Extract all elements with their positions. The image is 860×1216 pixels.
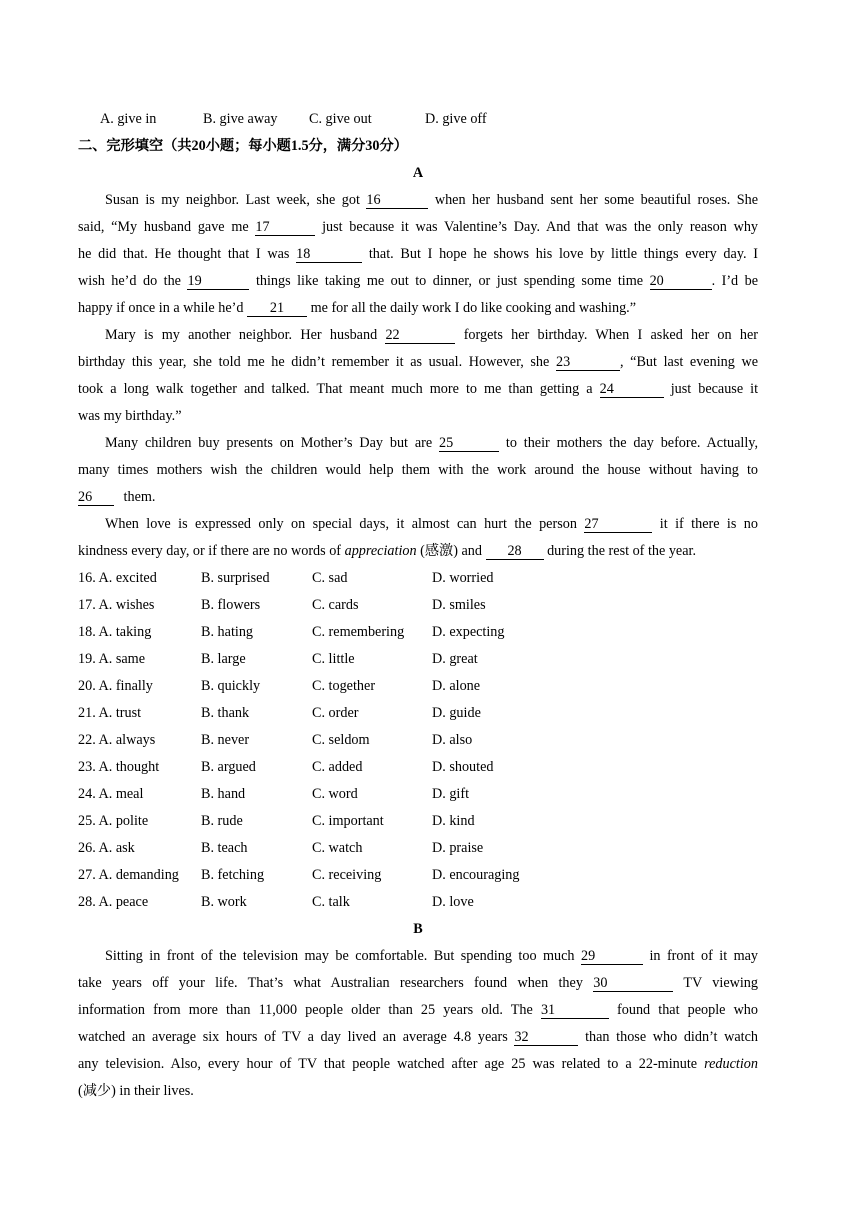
option-23-d: D. shouted: [432, 759, 494, 775]
option-25-c: C. important: [312, 813, 384, 829]
blank-21: 21: [247, 301, 307, 317]
option-28-b: B. work: [201, 894, 247, 910]
option-28-a: 28. A. peace: [78, 894, 149, 910]
passage-b-line2: take years off your life. That’s what Australian researchers found when they 30 TV viewing: [78, 975, 758, 991]
option-23-a: 23. A. thought: [78, 759, 160, 775]
passage-a-p4-line2: kindness every day, or if there are no words of appreciation (感激) and 28 during the rest of the year.: [78, 543, 696, 559]
passage-a-p1-line3: he did that. He thought that I was 18 that. But I hope he shows his love by little things every day. I: [78, 246, 758, 262]
option-20-c: C. together: [312, 678, 376, 694]
option-18-c: C. remembering: [312, 624, 405, 640]
option-20-a: 20. A. finally: [78, 678, 153, 694]
blank-19: 19: [187, 274, 249, 290]
passage-b-line1: Sitting in front of the television may be comfortable. But spending too much 29 in front of it may: [105, 948, 759, 964]
blank-18: 18: [296, 247, 362, 263]
blank-23: 23: [556, 355, 620, 371]
prev-option-b: B. give away: [203, 111, 278, 127]
option-26-a: 26. A. ask: [78, 840, 135, 856]
option-21-a: 21. A. trust: [78, 705, 142, 721]
option-17-b: B. flowers: [201, 597, 261, 613]
passage-b-label: B: [413, 921, 423, 937]
option-16-b: B. surprised: [201, 570, 270, 586]
option-19-b: B. large: [201, 651, 246, 667]
option-26-c: C. watch: [312, 840, 363, 856]
passage-a-label: A: [412, 165, 424, 181]
blank-31: 31: [541, 1003, 609, 1019]
option-27-c: C. receiving: [312, 867, 382, 883]
option-20-b: B. quickly: [201, 678, 261, 694]
passage-b-line3: information from more than 11,000 people older than 25 years old. The 31 found that people who: [78, 1002, 758, 1018]
option-19-c: C. little: [312, 651, 355, 667]
blank-28: 28: [486, 544, 544, 560]
option-24-a: 24. A. meal: [78, 786, 144, 802]
blank-22: 22: [385, 328, 455, 344]
prev-option-c: C. give out: [309, 111, 372, 127]
option-27-a: 27. A. demanding: [78, 867, 179, 883]
passage-b-line6: (减少) in their lives.: [78, 1083, 194, 1099]
option-19-d: D. great: [432, 651, 478, 667]
passage-a-p3-line3: 26 them.: [78, 489, 156, 505]
blank-29: 29: [581, 949, 643, 965]
option-18-d: D. expecting: [432, 624, 505, 640]
option-23-c: C. added: [312, 759, 363, 775]
option-16-a: 16. A. excited: [78, 570, 157, 586]
option-27-b: B. fetching: [201, 867, 265, 883]
option-25-d: D. kind: [432, 813, 475, 829]
option-25-b: B. rude: [201, 813, 243, 829]
option-23-b: B. argued: [201, 759, 256, 775]
passage-a-p1-line1: Susan is my neighbor. Last week, she got 16 when her husband sent her some beautiful roses. She: [105, 192, 759, 208]
passage-a-p2-line1: Mary is my another neighbor. Her husband 22 forgets her birthday. When I asked her on her: [105, 327, 758, 343]
blank-17: 17: [255, 220, 315, 236]
option-21-c: C. order: [312, 705, 359, 721]
passage-a-p3-line2: many times mothers wish the children would help them with the work around the house without having to: [78, 462, 758, 478]
passage-b-line5: any television. Also, every hour of TV that people watched after age 25 was related to a 22-minute reduction: [78, 1056, 758, 1072]
option-27-d: D. encouraging: [432, 867, 520, 883]
option-18-a: 18. A. taking: [78, 624, 152, 640]
option-24-c: C. word: [312, 786, 358, 802]
passage-a-p2-line3: took a long walk together and talked. That meant much more to me than getting a 24 just because it: [78, 381, 759, 397]
passage-a-p1-line5: happy if once in a while he’d 21 me for all the daily work I do like cooking and washing.”: [78, 300, 637, 316]
passage-b-line4: watched an average six hours of TV a day lived an average 4.8 years 32 than those who didn’t watch: [78, 1029, 758, 1045]
option-28-c: C. talk: [312, 894, 350, 910]
option-17-a: 17. A. wishes: [78, 597, 155, 613]
prev-option-d: D. give off: [425, 111, 487, 127]
blank-26: 26: [78, 490, 114, 506]
option-21-d: D. guide: [432, 705, 481, 721]
blank-32: 32: [514, 1030, 578, 1046]
option-24-b: B. hand: [201, 786, 246, 802]
blank-20: 20: [650, 274, 712, 290]
option-22-b: B. never: [201, 732, 250, 748]
option-26-b: B. teach: [201, 840, 248, 856]
section-heading: 二、完形填空（共20小题；每小题1.5分，满分30分）: [78, 138, 408, 154]
option-28-d: D. love: [432, 894, 474, 910]
blank-27: 27: [584, 517, 652, 533]
option-16-d: D. worried: [432, 570, 494, 586]
option-21-b: B. thank: [201, 705, 250, 721]
blank-16: 16: [366, 193, 428, 209]
option-16-c: C. sad: [312, 570, 348, 586]
passage-a-p4-line1: When love is expressed only on special days, it almost can hurt the person 27 it if there is no: [105, 516, 758, 532]
option-22-d: D. also: [432, 732, 473, 748]
option-25-a: 25. A. polite: [78, 813, 149, 829]
passage-a-p1-line4: wish he’d do the 19 things like taking me out to dinner, or just spending some time 20 . I’d be: [78, 273, 759, 289]
passage-a-p1-line2: said, “My husband gave me 17 just because it was Valentine’s Day. And that was the only reason why: [78, 219, 759, 235]
option-18-b: B. hating: [201, 624, 254, 640]
option-19-a: 19. A. same: [78, 651, 145, 667]
blank-25: 25: [439, 436, 499, 452]
option-17-c: C. cards: [312, 597, 359, 613]
option-24-d: D. gift: [432, 786, 470, 802]
blank-30: 30: [593, 976, 673, 992]
passage-a-p3-line1: Many children buy presents on Mother’s Day but are 25 to their mothers the day before. Actually,: [105, 435, 759, 451]
prev-option-a: A. give in: [100, 111, 157, 127]
option-22-a: 22. A. always: [78, 732, 156, 748]
passage-a-p2-line2: birthday this year, she told me he didn’t remember it as usual. However, she 23 , “But last evening we: [78, 354, 758, 370]
option-22-c: C. seldom: [312, 732, 370, 748]
passage-a-p2-line4: was my birthday.”: [78, 408, 182, 424]
option-17-d: D. smiles: [432, 597, 486, 613]
blank-24: 24: [600, 382, 664, 398]
option-20-d: D. alone: [432, 678, 481, 694]
option-26-d: D. praise: [432, 840, 484, 856]
